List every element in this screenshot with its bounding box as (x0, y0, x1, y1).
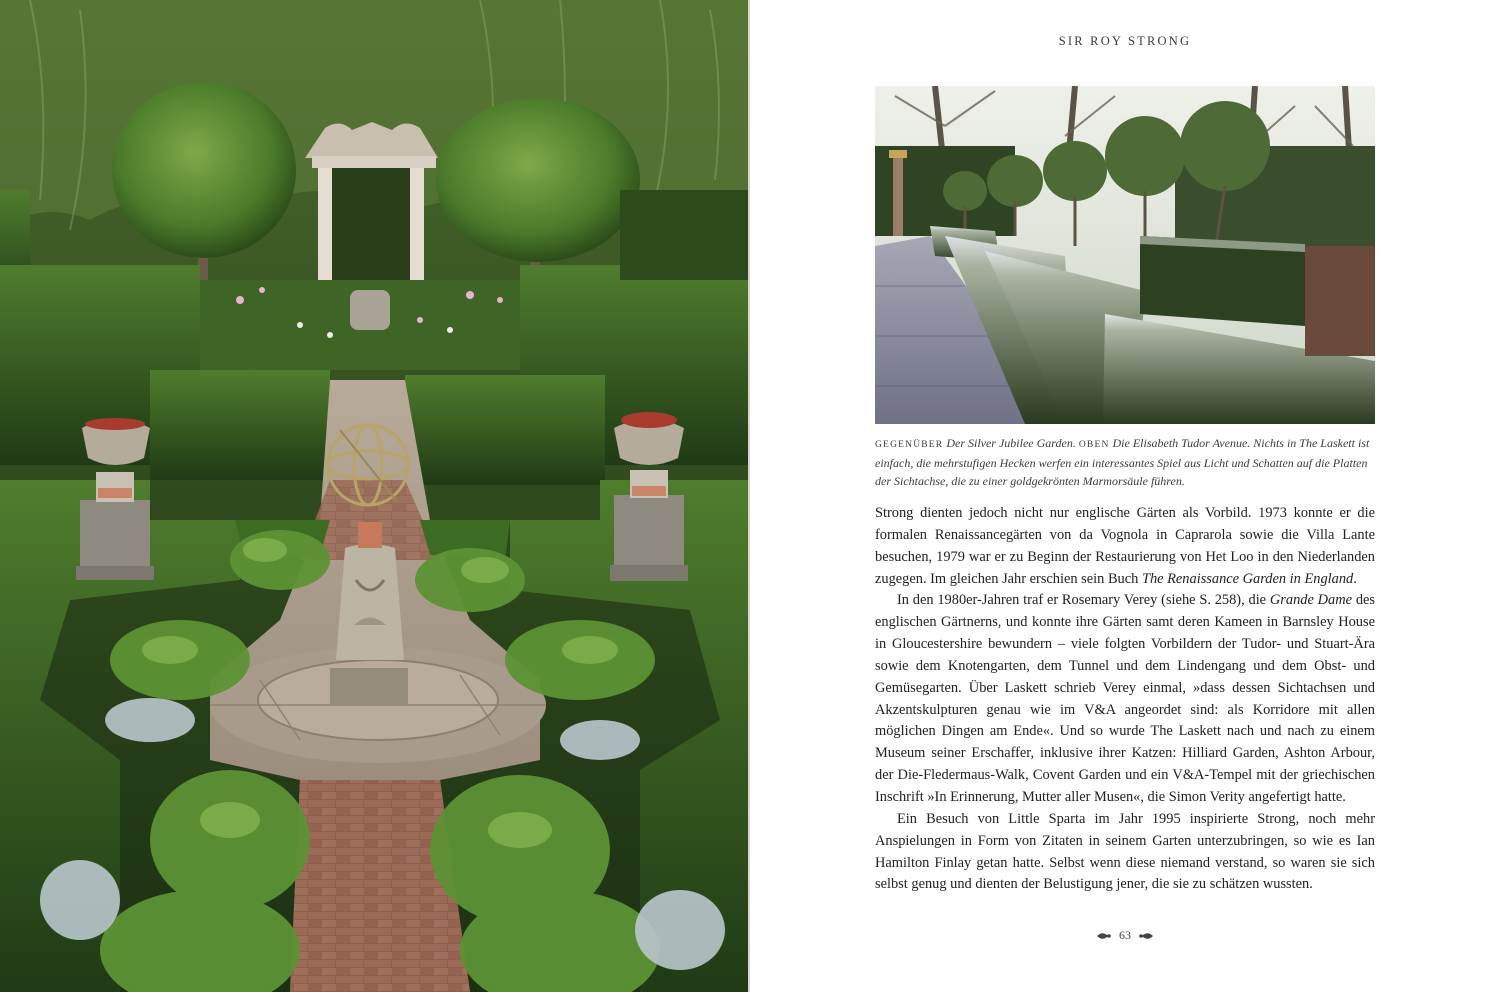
page-footer (750, 928, 1500, 943)
body-text (875, 503, 1375, 896)
avenue-photo (875, 86, 1375, 424)
p2-rest: des englischen Gärtnerns, und konnte ihre Gärten samt deren Kameen in Barnsley House in Gloucestershire bewundern – viele folgten Vorbildern der Tudor- und Stuart-Ära sowie dem Knotengarten, dem Tunnel und dem Lindengang und dem Obst- und Gemüsegarten. Über Laskett schrieb Verey einmal, »dass dessen Sichtachsen und Akzentskulpturen genau wie im V&A angeordet sind: als Korridore mit allen möglichen Dingen am Ende«. Und so wurde The Laskett nach und nach zu einem Museum seiner Erschaffer, inklusive ihrer Katzen: Hilliard Garden, Ashton Arbour, der Die-Fledermaus-Walk, Covent Garden und ein V&A-Tempel mit der griechischen Inschrift »In Erinnerung, Mutter aller Musen«, die Simon Verity angefertigt hatte. (875, 592, 1375, 805)
paragraph-1 (875, 503, 1375, 590)
caption-text-above: Die Elisabeth Tudor Avenue. Nichts in The Laskett ist einfach, die mehrstufigen Hecken werfen ein interessantes Spiel aus Licht und Schatten auf die Platten der Sichtachse, die zu einer goldgekrönten Marmorsäule führen. (875, 436, 1370, 488)
caption-text-opposite: Der Silver Jubilee Garden. (943, 436, 1079, 450)
p1-end: . (1353, 570, 1357, 587)
caption-label-above: OBEN (1078, 440, 1110, 450)
caption-label-opposite: GEGENÜBER (875, 440, 944, 450)
book-title: The Renaissance Garden in England (1141, 570, 1354, 587)
right-page (750, 0, 1500, 992)
running-head: SIR ROY STRONG (1058, 34, 1192, 48)
grande-dame-term: Grande Dame (1269, 592, 1353, 609)
paragraph-3: Ein Besuch von Little Sparta im Jahr 1995 inspirierte Strong, noch mehr Anspielungen in Form von Zitaten in seinem Garten unterzubringen, so wie es Ian Hamilton Finlay getan hatte. Selbst wenn diese niemand verstand, so waren sie sich selbst genug und dienten der Belustigung jener, die sie zu schätzen wussten. (875, 810, 1375, 893)
leaf-ornament-icon (1138, 931, 1154, 941)
urn-right (610, 412, 688, 581)
garden-photo (0, 0, 748, 992)
photo-caption (875, 434, 1375, 490)
page-number: 63 (1119, 928, 1131, 942)
paragraph-2 (875, 590, 1375, 808)
p1-text: Strong dienten jedoch nicht nur englische Gärten als Vorbild. 1973 konnte er die formalen Renaissancegärten von da Vognola in Caprarola sowie die Villa Lante besuchen, 1979 war er zu Beginn der Restaurierung von Het Loo in den Niederlanden zugegen. Im gleichen Jahr erschien sein Buch (875, 505, 1375, 587)
p2-text: In den 1980er-Jahren traf er Rosemary Verey (siehe S. 258), die (897, 592, 1270, 609)
leaf-ornament-icon (1096, 931, 1112, 941)
